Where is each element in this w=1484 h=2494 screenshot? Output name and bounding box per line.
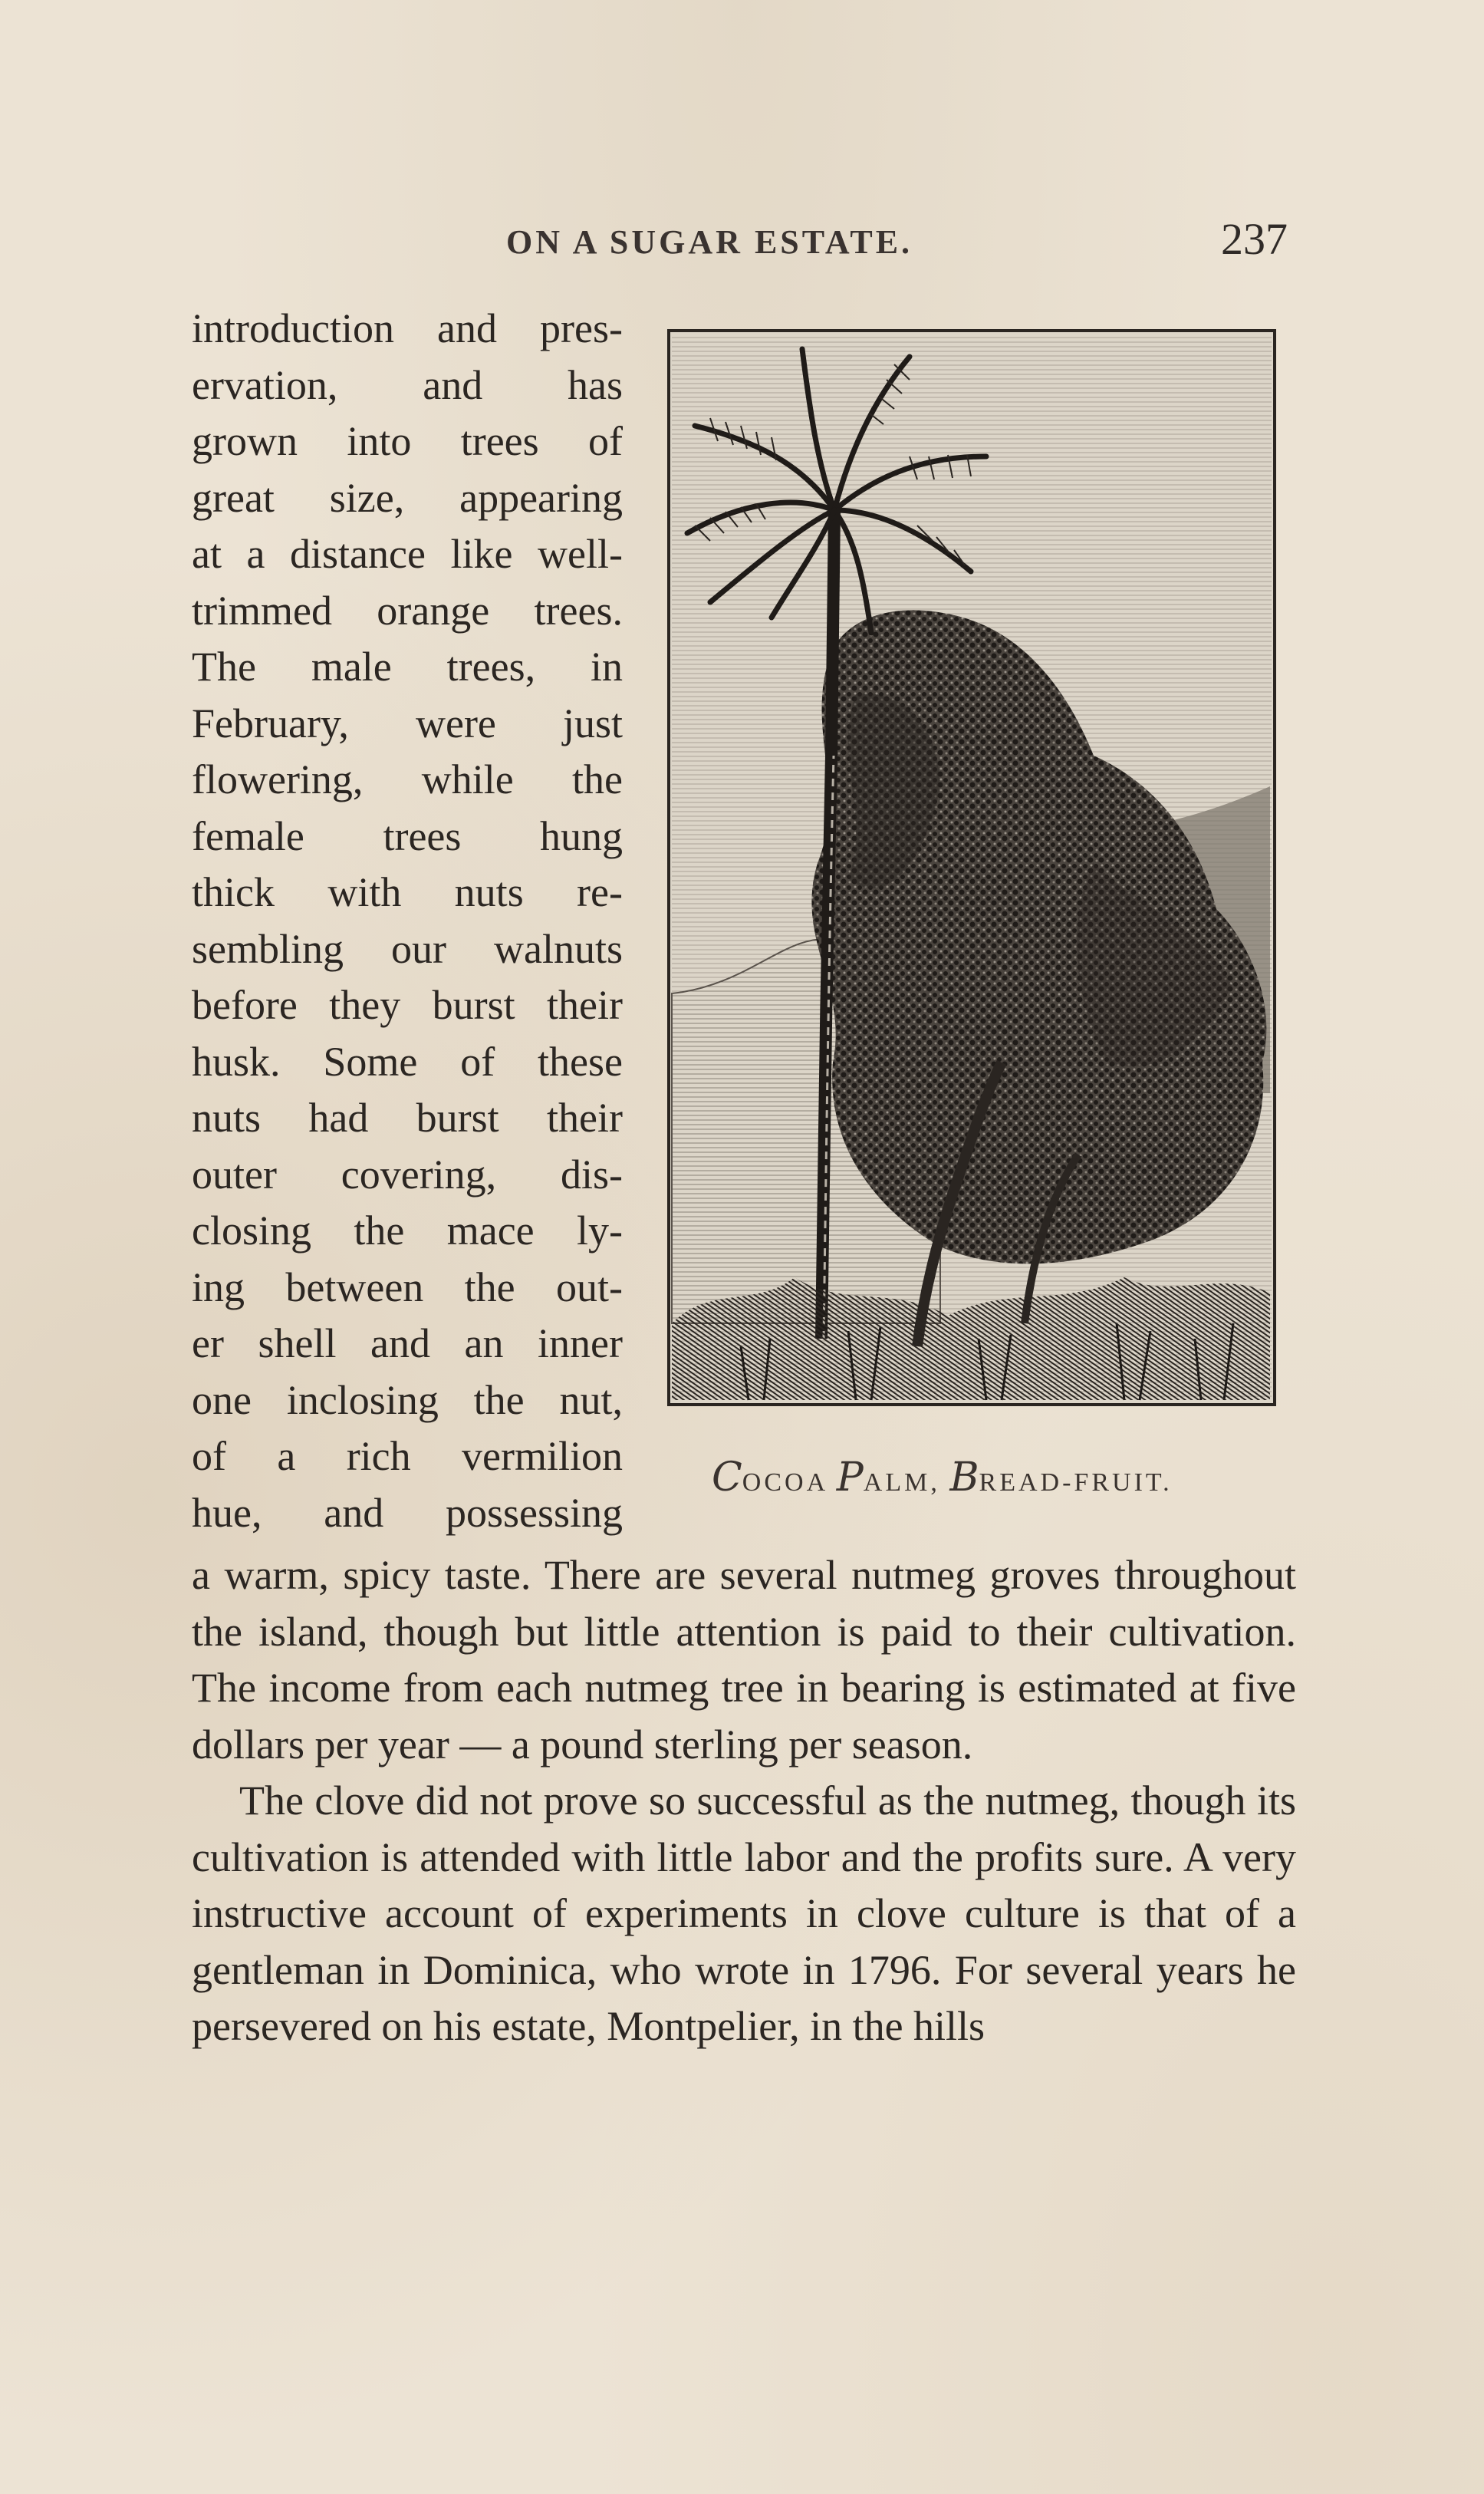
text-line: before they burst their	[192, 982, 623, 1028]
text-line: great size, appearing	[192, 474, 623, 521]
caption-word: OCOA	[742, 1468, 837, 1497]
text-line: ervation, and has	[192, 361, 623, 408]
text-line: grown into trees of	[192, 418, 623, 464]
text-line: flowering, while the	[192, 756, 623, 802]
full-width-text	[192, 1547, 1296, 2055]
caption-word: ALM,	[863, 1468, 950, 1497]
text-line: er shell and an inner	[192, 1320, 623, 1366]
text-line: sembling our walnuts	[192, 925, 623, 972]
page-header	[0, 213, 1484, 275]
text-line: female trees hung	[192, 812, 623, 859]
page-number: 237	[1221, 214, 1288, 264]
text-line: hue, and possessing	[192, 1489, 623, 1536]
paragraph: The clove did not prove so successful as the nutmeg, though its cultivation is attended with little labor and the profits sure. A very instructive account of experiments in clove culture is that of a gentleman in Dominica, who wrote in 1796. For several years he persevered on his estate, Montpelier, in the hills	[192, 1777, 1296, 2049]
running-head: ON A SUGAR ESTATE.	[506, 223, 913, 261]
text-line: nuts had burst their	[192, 1095, 623, 1141]
figure-caption	[712, 1455, 1173, 1501]
text-line: one inclosing the nut,	[192, 1376, 623, 1423]
column-text	[192, 301, 623, 1541]
text-line: of a rich vermilion	[192, 1433, 623, 1479]
text-line: ing between the out-	[192, 1263, 623, 1310]
text-line: The male trees, in	[192, 644, 623, 690]
text-line: outer covering, dis-	[192, 1151, 623, 1198]
caption-initial: C	[712, 1455, 742, 1501]
text-line: introduction and pres-	[192, 305, 623, 351]
text-line: trimmed orange trees.	[192, 587, 623, 634]
palm-breadfruit-engraving	[664, 326, 1285, 1423]
text-line: February, were just	[192, 700, 623, 746]
text-line: thick with nuts re-	[192, 869, 623, 915]
text-line: closing the mace ly-	[192, 1207, 623, 1254]
text-line: at a distance like well-	[192, 531, 623, 577]
text-line: husk. Some of these	[192, 1038, 623, 1085]
caption-initial: B	[949, 1455, 979, 1501]
engraving-figure	[664, 326, 1285, 1423]
caption-initial: P	[836, 1455, 864, 1501]
paragraph: a warm, spicy taste. There are several nutmeg groves throughout the island, though but little attention is paid to their cultivation. The income from each nutmeg tree in bearing is estimated at five dollars per year — a pound sterling per season.	[192, 1552, 1296, 1768]
caption-word: READ-FRUIT.	[979, 1468, 1173, 1497]
